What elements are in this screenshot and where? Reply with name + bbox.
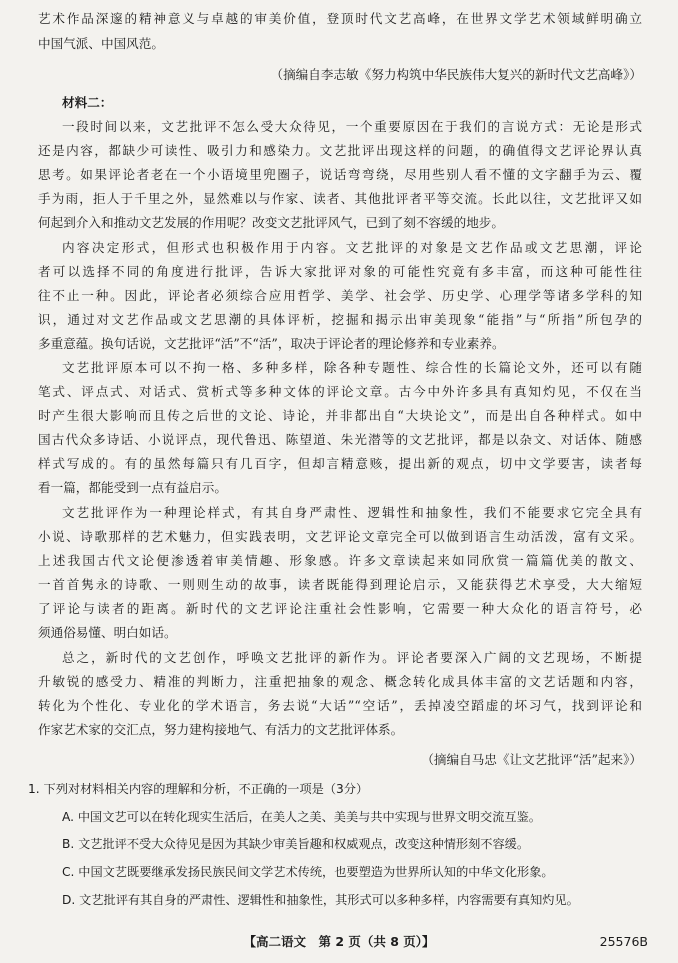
text-line: 时产生很大影响而且传之后世的文论、诗论，并非都出自“大块论文”，而是出自各种样式。如中 bbox=[38, 408, 642, 423]
text-line: 总之，新时代的文艺创作，呼唤文艺批评的新作为。评论者要深入广阔的文艺现场，不断提 bbox=[62, 650, 642, 665]
text-line: 多重意蕴。换句话说，文艺批评“活”不“活”，取决于评论者的理论修养和专业素养。 bbox=[38, 336, 505, 351]
text-line: 艺术作品深邃的精神意义与卓越的审美价值，登顶时代文艺高峰，在世界文学艺术领域鲜明确立 bbox=[38, 11, 642, 26]
text-line: 样式写成的。有的虽然每篇只有几百字，但却言精意赅，提出新的观点，切中文学要害，读者每 bbox=[38, 456, 642, 471]
text-line: 还是内容，都缺少可读性、吸引力和感染力。文艺批评出现这样的问题，的确值得文艺评论界认真 bbox=[38, 143, 642, 158]
section-heading: 材料二： bbox=[62, 95, 113, 110]
text-line: 了评论与读者的距离。新时代的文艺评论注重社会性影响，它需要一种大众化的语言符号，必 bbox=[38, 601, 642, 616]
option-a: A. 中国文艺可以在转化现实生活后，在美人之美、美美与共中实现与世界文明交流互鉴。 bbox=[62, 810, 541, 824]
text-line: 看一篇，都能受到一点有益启示。 bbox=[38, 480, 227, 495]
option-b: B. 文艺批评不受大众待见是因为其缺少审美旨趣和权威观点，改变这种情形刻不容缓。 bbox=[62, 837, 530, 851]
text-line: 文艺批评原本可以不拘一格、多种多样，除各种专题性、综合性的长篇论文外，还可以有随 bbox=[62, 360, 642, 375]
text-line: 内容决定形式，但形式也积极作用于内容。文艺批评的对象是文艺作品或文艺思潮，评论 bbox=[62, 240, 642, 255]
text-line: 文艺批评作为一种理论样式，有其自身严肃性、逻辑性和抽象性，我们不能要求它完全具有 bbox=[62, 505, 642, 520]
text-line: 须通俗易懂、明白如话。 bbox=[38, 625, 177, 640]
source-citation: （摘编自马忠《让文艺批评“活”起来》） bbox=[421, 752, 642, 767]
option-c: C. 中国文艺既要继承发扬民族民间文学艺术传统，也要塑造为世界所认知的中华文化形象。 bbox=[62, 865, 554, 879]
option-d: D. 文艺批评有其自身的严肃性、逻辑性和抽象性，其形式可以多种多样，内容需要有真知灼见。 bbox=[62, 893, 579, 907]
question-stem: 1. 下列对材料相关内容的理解和分析，不正确的一项是（3分） bbox=[28, 782, 369, 796]
text-line: 者可以选择不同的角度进行批评，告诉大家批评对象的可能性究竟有多丰富，而这种可能性往 bbox=[38, 264, 642, 279]
text-line: 转化为个性化、专业化的学术语言，务去说“大话”“空话”，丢掉凌空蹈虚的坏习气，找到评论和 bbox=[38, 698, 642, 713]
text-line: 国古代众多诗话、小说评点，现代鲁迅、陈望道、朱光潜等的文艺批评，都是以杂文、对话体、随感 bbox=[38, 432, 642, 447]
exam-code: 25576B bbox=[599, 934, 648, 949]
text-line: 升敏锐的感受力、精准的判断力，注重把抽象的观念、概念转化成具体丰富的文艺话题和内容， bbox=[38, 674, 642, 689]
page-number: 【高二语文 第 2 页（共 8 页）】 bbox=[243, 934, 435, 949]
text-line: 笔式、评点式、对话式、赏析式等多种文体的评论文章。古今中外许多具有真知灼见，不仅在当 bbox=[38, 384, 642, 399]
text-line: 往不止一种。因此，评论者必须综合应用哲学、美学、社会学、历史学、心理学等诸多学科的知 bbox=[38, 288, 642, 303]
source-citation: （摘编自李志敏《努力构筑中华民族伟大复兴的新时代文艺高峰》） bbox=[270, 67, 642, 82]
text-line: 何起到介入和推动文艺发展的作用呢？改变文艺批评风气，已到了刻不容缓的地步。 bbox=[38, 215, 504, 230]
text-line: 一首首隽永的诗歌、一则则生动的故事，读者既能得到理论启示，又能获得艺术享受，大大缩短 bbox=[38, 577, 642, 592]
text-line: 一段时间以来，文艺批评不怎么受大众待见，一个重要原因在于我们的言说方式：无论是形式 bbox=[62, 119, 642, 134]
text-line: 小说、诗歌那样的艺术魅力，但实践表明，文艺评论文章完全可以做到语言生动活泼，富有文采。 bbox=[38, 529, 642, 544]
text-line: 识，通过对文艺作品或文艺思潮的具体评析，挖掘和揭示出审美现象“能指”与“所指”所包孕的 bbox=[38, 312, 642, 327]
text-line: 上述我国古代文论便渗透着审美情趣、形象感。许多文章读起来如同欣赏一篇篇优美的散文、 bbox=[38, 553, 642, 568]
text-line: 中国气派、中国风范。 bbox=[38, 36, 164, 51]
text-line: 手为雨，拒人于千里之外，显然难以与作家、读者、其他批评者平等交流。长此以往，文艺批评又如 bbox=[38, 191, 642, 206]
page-footer bbox=[0, 930, 678, 954]
text-line: 作家艺术家的交汇点，努力建构接地气、有活力的文艺批评体系。 bbox=[38, 722, 404, 737]
text-line: 思考。如果评论者老在一个小语境里兜圈子，说话弯弯绕，尽用些别人看不懂的文字翻手为云、覆 bbox=[38, 167, 642, 182]
